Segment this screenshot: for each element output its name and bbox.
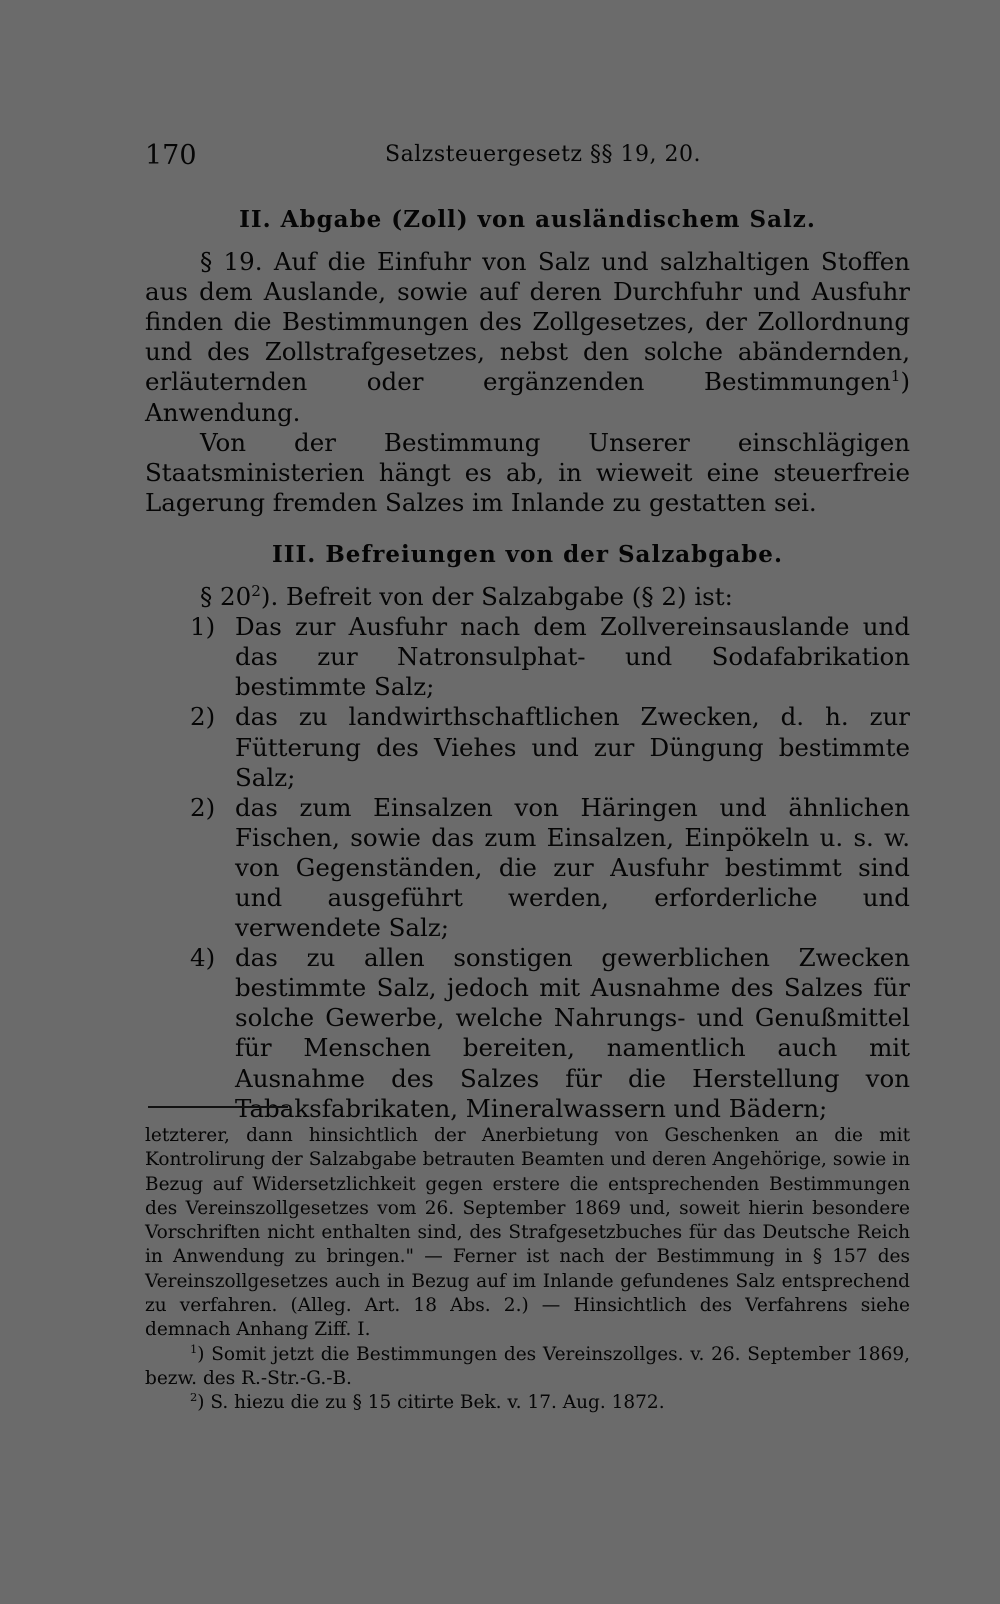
footnote-1-text: ) Somit jetzt die Bestimmungen des Vereinszollges. v. 26. September 1869, bezw. des R.-Str.-G.-B. (145, 1343, 910, 1389)
page-header (145, 140, 905, 180)
page-number: 170 (145, 140, 197, 171)
list-item-number: 1) (190, 612, 216, 642)
paragraph-19 (145, 247, 910, 428)
paragraph-19-text: § 19. Auf die Einfuhr von Salz und salzhaltigen Stoffen aus dem Auslande, sowie auf deren Durchfuhr und Ausfuhr finden die Bestimmungen des Zollgesetzes, der Zollordnung und des Zollstrafgesetzes, nebst den solche abändernden, erläuternden oder ergänzenden Bestimmungen (145, 247, 910, 397)
list-item-number: 4) (190, 943, 216, 973)
paragraph-19-second: Von der Bestimmung Unserer einschlägigen Staatsministerien hängt es ab, in wieweit eine steuerfreie Lagerung fremden Salzes im Inlande zu gestatten sei. (145, 427, 910, 517)
list-item-number: 2) (190, 792, 216, 822)
list-item (145, 793, 910, 943)
footnote-2-text: ) S. hiezu die zu § 15 citirte Bek. v. 17. Aug. 1872. (197, 1392, 665, 1414)
footnote-ref-2[interactable]: 2 (251, 581, 261, 600)
paragraph-20-start: § 20 (200, 582, 252, 612)
footnote-2-mark: 2 (190, 1390, 198, 1405)
list-item (145, 943, 910, 1124)
section-heading-ii: II. Abgabe (Zoll) von ausländischem Salz. (239, 206, 816, 233)
footnotes (145, 1124, 910, 1416)
paragraph-19-end: ) Anwendung. (145, 367, 910, 427)
list-item (145, 612, 910, 702)
footnote-2 (145, 1391, 910, 1415)
running-title: Salzsteuergesetz §§ 19, 20. (385, 142, 701, 167)
list-item-text: das zu allen sonstigen gewerblichen Zwecken bestimmte Salz, jedoch mit Ausnahme des Salzes für solche Gewerbe, welche Nahrungs- und Genußmittel für Menschen bereiten, namentlich auch mit Ausnahme des Salzes für die Herstellung von Tabaksfabrikaten, Mineralwassern und Bädern; (235, 943, 910, 1123)
list-item-text: das zu landwirthschaftlichen Zwecken, d. h. zur Fütterung des Viehes und zur Düngung bestimmte Salz; (235, 702, 910, 792)
paragraph-20 (145, 582, 910, 612)
main-text (145, 205, 910, 1124)
footnote-1 (145, 1343, 910, 1392)
section-heading-iii: III. Befreiungen von der Salzabgabe. (272, 540, 783, 568)
list-item-text: das zum Einsalzen von Häringen und ähnlichen Fischen, sowie das zum Einsalzen, Einpökeln u. s. w. von Gegenständen, die zur Ausfuhr bestimmt sind und ausgeführt werden, erforderliche und verwendete Salz; (235, 792, 910, 943)
footnote-continuation: letzterer, dann hinsichtlich der Anerbietung von Geschenken an die mit Kontrolirung der Salzabgabe betrauten Beamten und deren Angehörige, sowie in Bezug auf Widersetzlichkeit gegen erstere die entsprechenden Bestimmungen des Vereinszollgesetzes vom 26. September 1869 und, soweit hierin besondere Vorschriften nicht enthalten sind, des Strafgesetzbuches für das Deutsche Reich in Anwendung zu bringen." — Ferner ist nach der Bestimmung in § 157 des Vereinszollgesetzes auch in Bezug auf im Inlande gefundenes Salz entsprechend zu verfahren. (Alleg. Art. 18 Abs. 2.) — Hinsichtlich des Verfahrens siehe demnach Anhang Ziff. I. (145, 1125, 910, 1341)
paragraph-20-end: ). Befreit von der Salzabgabe (§ 2) ist: (260, 582, 733, 612)
footnote-1-mark: 1 (190, 1341, 198, 1356)
list-item-number: 2) (190, 702, 216, 732)
list-item (145, 702, 910, 792)
list-item-text: Das zur Ausfuhr nach dem Zollvereinsauslande und das zur Natronsulphat- und Sodafabrikation bestimmte Salz; (235, 612, 910, 702)
exemption-list (145, 612, 910, 1124)
footnote-divider (148, 1106, 288, 1108)
footnote-ref-1[interactable]: 1 (890, 367, 901, 386)
